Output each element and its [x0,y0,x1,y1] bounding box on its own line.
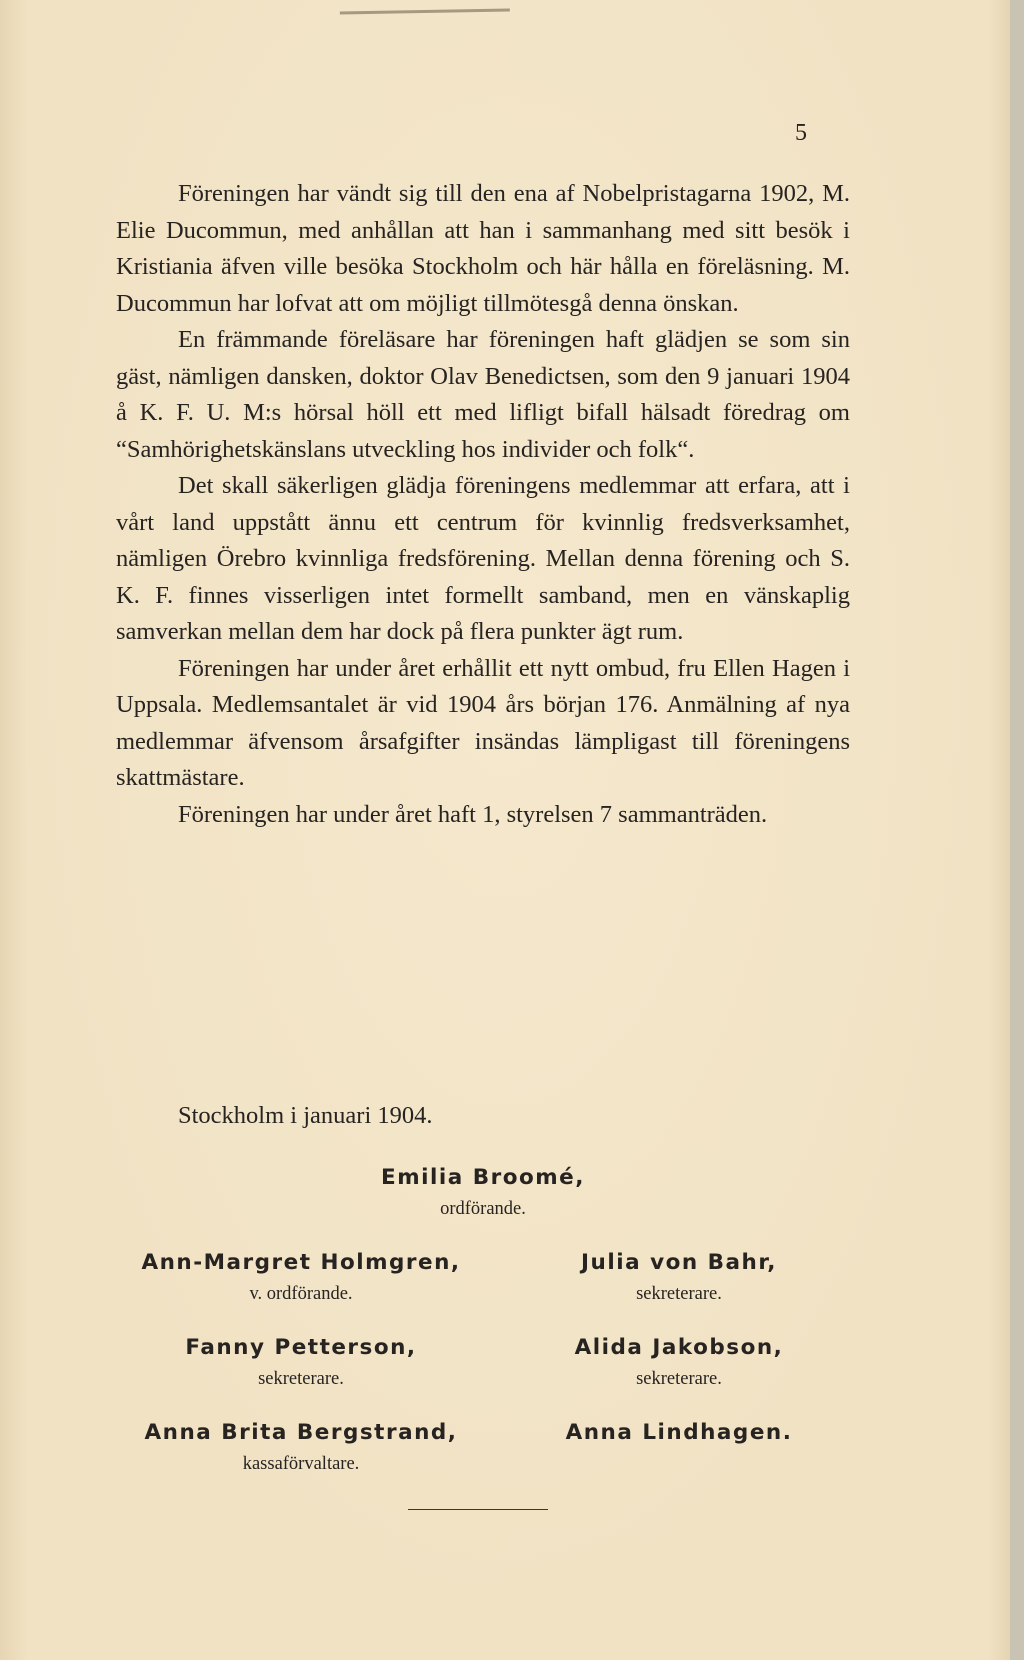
place-and-date: Stockholm i januari 1904. [178,1102,433,1129]
signature-name: Emilia Broomé, [381,1165,585,1190]
signature-role: ordförande. [440,1199,526,1219]
signature-name: Fanny Petterson, [185,1335,417,1360]
paragraph-guest-lecturer: En främmande föreläsare har föreningen haft glädjen se som sin gäst, nämligen dansken, doktor Olav Benedictsen, som den 9 januari 1904 å K. F. U. M:s hörsal höll ett med lifligt bifall hälsadt föredrag om “Samhörighetskänslans utveckling hos individer och folk“. [116,326,850,463]
signature-secretary-3 [479,1335,879,1390]
signature-chair [283,1165,683,1220]
signature-name: Julia von Bahr, [581,1250,777,1275]
page-number: 5 [795,120,807,146]
closing-rule [408,1509,548,1510]
signature-vice-chair [101,1250,501,1305]
body-text [116,176,850,833]
signature-role: sekreterare. [636,1369,722,1389]
signature-secretary-1 [479,1250,879,1305]
paragraph-nobel-laureate: Föreningen har vändt sig till den ena af Nobelpristagarna 1902, M. Elie Ducommun, med anhållan att han i sammanhang med sitt besök i Kristiania äfven ville besöka Stockholm och här hålla en föreläsning. M. Ducommun har lofvat att om möjligt tillmötesgå denna önskan. [116,180,850,317]
signature-role: sekreterare. [636,1284,722,1304]
signature-name: Ann-Margret Holmgren, [141,1250,461,1275]
paragraph-membership: Föreningen har under året erhållit ett nytt ombud, fru Ellen Hagen i Uppsala. Medlemsantalet är vid 1904 års början 176. Anmälning af nya medlemmar äfvensom årsafgifter insändas lämpligast till föreningens skattmästare. [116,654,850,791]
signature-treasurer [101,1420,501,1475]
paragraph-meetings: Föreningen har under året haft 1, styrelsen 7 sammanträden. [178,800,768,828]
signature-member [479,1420,879,1445]
signature-secretary-2 [101,1335,501,1390]
signature-role: kassaförvaltare. [242,1454,360,1474]
signature-name: Anna Lindhagen. [565,1420,793,1445]
paper-crease [340,9,510,29]
signature-name: Alida Jakobson, [574,1335,784,1360]
paragraph-orebro-society: Det skall säkerligen glädja föreningens medlemmar att erfara, att i vårt land uppstått ännu ett centrum för kvinnlig fredsverksamhet, nämligen Örebro kvinnliga fredsförening. Mellan denna förening och S. K. F. finnes visserligen intet formellt samband, men en vänskaplig samverkan mellan dem har dock på flera punkter ägt rum. [116,472,850,645]
signature-name: Anna Brita Bergstrand, [144,1420,458,1445]
signature-role: v. ordförande. [249,1284,353,1304]
signature-role: sekreterare. [258,1369,344,1389]
